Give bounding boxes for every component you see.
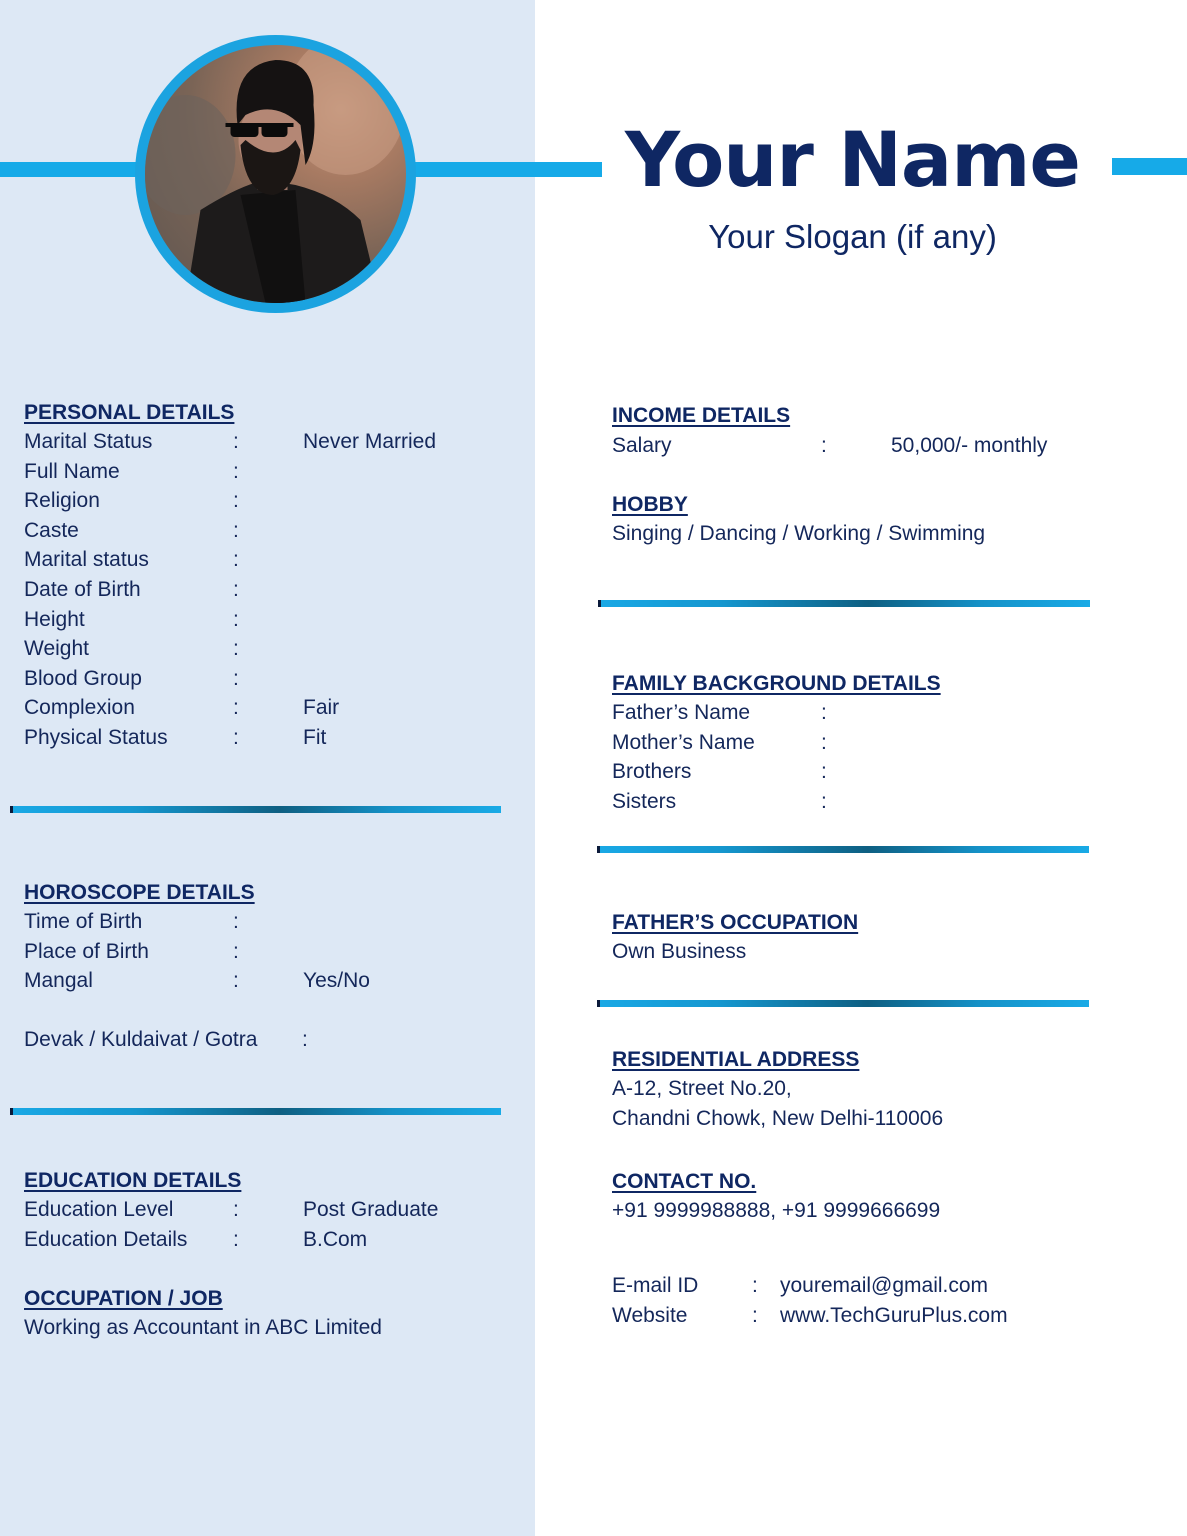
section-divider	[597, 846, 1089, 853]
field-label: Mother’s Name	[612, 730, 755, 754]
occupation-text: Working as Accountant in ABC Limited	[24, 1316, 382, 1339]
field-label: Devak / Kuldaivat / Gotra	[24, 1028, 258, 1052]
field-label: Sisters	[612, 789, 677, 813]
family-row-sisters	[612, 787, 1092, 817]
section-divider	[598, 600, 1090, 607]
website-link[interactable]: www.TechGuruPlus.com	[780, 1303, 1008, 1327]
field-colon: :	[233, 666, 239, 690]
hobby-heading: HOBBY	[612, 493, 688, 516]
field-label: Complexion	[24, 696, 135, 720]
family-background-heading: FAMILY BACKGROUND DETAILS	[612, 672, 941, 695]
slogan: Your Slogan (if any)	[708, 218, 997, 255]
field-colon: :	[821, 701, 827, 724]
field-colon: :	[752, 1303, 758, 1327]
profile-photo	[145, 45, 406, 303]
personal-row-full-name	[24, 457, 504, 487]
field-label: Physical Status	[24, 726, 168, 749]
field-value: 50,000/- monthly	[891, 434, 1048, 457]
field-label: Marital status	[24, 548, 149, 572]
family-row-brothers	[612, 757, 1092, 787]
field-colon: :	[233, 939, 239, 963]
contact-heading: CONTACT NO.	[612, 1170, 757, 1193]
education-details-heading: EDUCATION DETAILS	[24, 1169, 242, 1192]
field-value: Yes/No	[303, 969, 370, 993]
address-line-2: Chandni Chowk, New Delhi-110006	[612, 1106, 944, 1130]
header-accent-bar-right	[1112, 158, 1187, 175]
field-value: Never Married	[303, 430, 437, 453]
personal-row-height	[24, 605, 504, 635]
education-row-details	[24, 1225, 504, 1255]
personal-row-religion	[24, 486, 504, 516]
horoscope-row-mangal	[24, 966, 504, 996]
field-colon: :	[233, 726, 239, 749]
field-colon: :	[302, 1028, 308, 1052]
field-colon: :	[233, 548, 239, 572]
field-label: Marital Status	[24, 430, 153, 453]
horoscope-details-heading: HOROSCOPE DETAILS	[24, 881, 255, 904]
horoscope-row-time-of-birth	[24, 907, 504, 937]
field-value: Fit	[303, 726, 327, 749]
person-portrait-icon	[145, 45, 406, 303]
personal-details-heading: PERSONAL DETAILS	[24, 401, 235, 424]
field-colon: :	[233, 607, 239, 631]
name-title: Your Name	[625, 115, 1080, 204]
field-label: Place of Birth	[24, 939, 149, 963]
email-value[interactable]: youremail@gmail.com	[780, 1274, 989, 1297]
field-label: Website	[612, 1303, 688, 1327]
contact-phone-numbers: +91 9999988888, +91 9999666699	[612, 1199, 941, 1222]
field-value: B.Com	[303, 1227, 368, 1251]
personal-row-physical-status	[24, 723, 504, 753]
personal-row-caste	[24, 516, 504, 546]
income-details-heading: INCOME DETAILS	[612, 404, 791, 427]
personal-row-marital-status-2	[24, 545, 504, 575]
income-row-salary	[612, 431, 1092, 461]
field-value: Fair	[303, 696, 340, 720]
family-row-mother-name	[612, 728, 1092, 758]
field-colon: :	[233, 1227, 239, 1251]
education-row-level	[24, 1195, 504, 1225]
field-colon: :	[821, 789, 827, 813]
field-label: Mangal	[24, 969, 93, 993]
field-colon: :	[233, 578, 239, 601]
section-divider	[10, 806, 501, 813]
residential-address-heading: RESIDENTIAL ADDRESS	[612, 1048, 860, 1071]
field-colon: :	[233, 430, 239, 453]
field-label: Brothers	[612, 760, 692, 784]
field-colon: :	[752, 1274, 758, 1297]
father-occupation-text: Own Business	[612, 940, 747, 963]
profile-photo-frame	[135, 35, 416, 313]
field-label: Blood Group	[24, 666, 142, 690]
field-label: Religion	[24, 489, 100, 513]
field-label: Caste	[24, 518, 79, 542]
personal-row-marital-status	[24, 427, 504, 457]
contact-row-email	[612, 1271, 1092, 1301]
family-row-father-name	[612, 698, 1092, 728]
field-label: Education Details	[24, 1227, 188, 1251]
field-colon: :	[233, 637, 239, 661]
address-line-1: A-12, Street No.20,	[612, 1077, 792, 1100]
field-label: Father’s Name	[612, 701, 751, 724]
field-colon: :	[233, 1198, 239, 1221]
horoscope-row-place-of-birth	[24, 937, 504, 967]
personal-row-weight	[24, 634, 504, 664]
section-divider	[597, 1000, 1089, 1007]
field-label: Height	[24, 607, 85, 631]
field-value: Post Graduate	[303, 1198, 439, 1221]
field-colon: :	[233, 518, 239, 542]
field-colon: :	[233, 696, 239, 720]
field-label: Weight	[24, 637, 89, 661]
field-colon: :	[233, 910, 239, 933]
horoscope-row-gotra	[24, 1025, 504, 1055]
personal-row-blood-group	[24, 664, 504, 694]
field-label: E-mail ID	[612, 1274, 699, 1297]
field-colon: :	[233, 489, 239, 513]
personal-row-date-of-birth	[24, 575, 504, 605]
contact-row-website	[612, 1301, 1092, 1331]
field-colon: :	[821, 434, 827, 457]
field-label: Salary	[612, 434, 672, 457]
hobby-text: Singing / Dancing / Working / Swimming	[612, 522, 986, 545]
father-occupation-heading: FATHER’S OCCUPATION	[612, 911, 859, 934]
field-colon: :	[821, 730, 827, 754]
occupation-heading: OCCUPATION / JOB	[24, 1287, 223, 1310]
field-colon: :	[233, 969, 239, 993]
section-divider	[10, 1108, 501, 1115]
field-label: Education Level	[24, 1198, 174, 1221]
field-label: Time of Birth	[24, 910, 143, 933]
field-label: Date of Birth	[24, 578, 141, 601]
field-label: Full Name	[24, 459, 120, 483]
field-colon: :	[233, 459, 239, 483]
personal-row-complexion	[24, 693, 504, 723]
field-colon: :	[821, 760, 827, 784]
